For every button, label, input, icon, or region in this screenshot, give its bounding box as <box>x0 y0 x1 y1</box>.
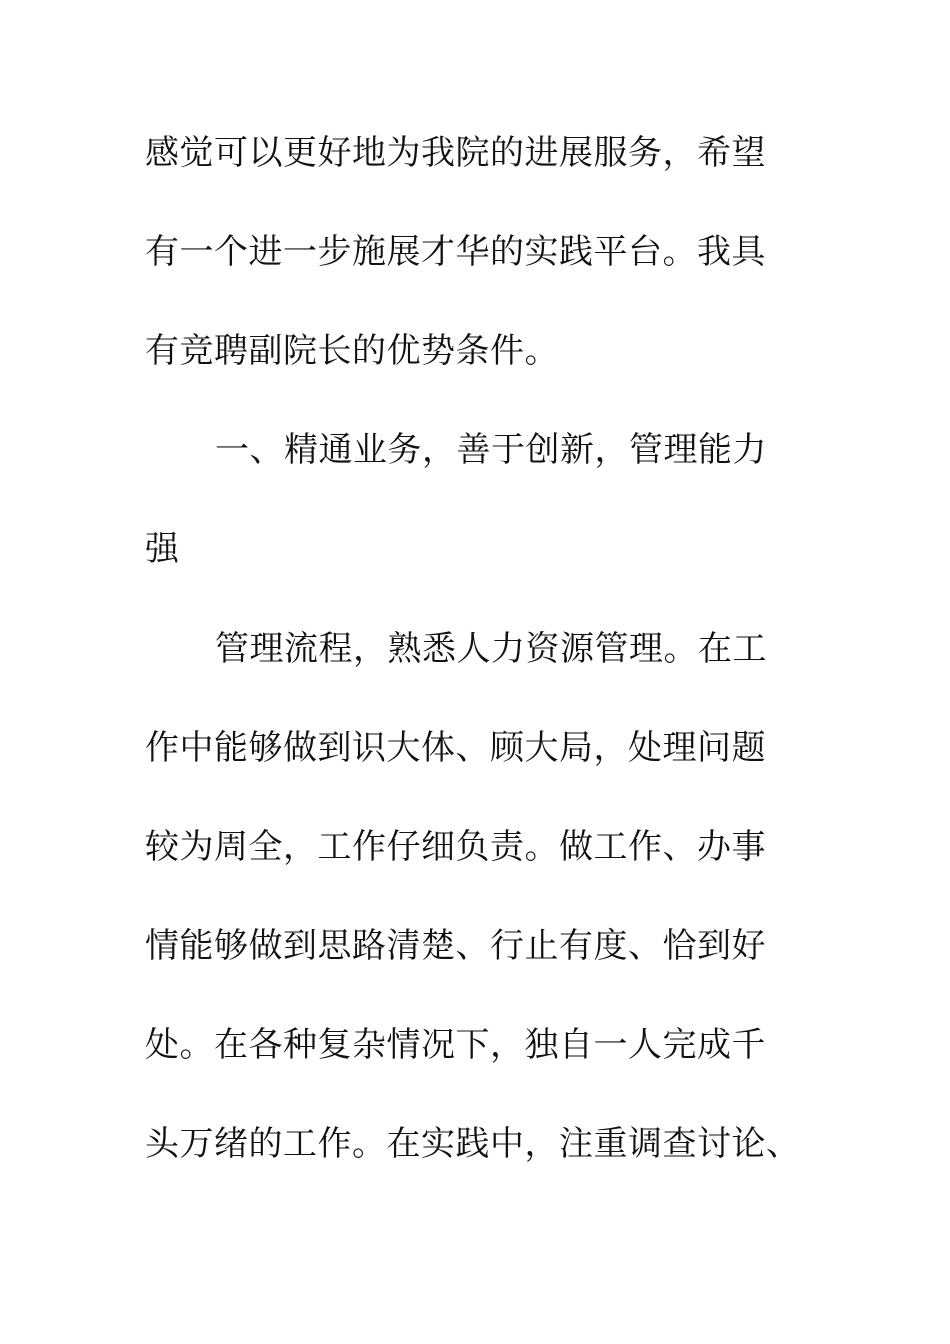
text-line-8: 较为周全，工作仔细负责。做工作、办事 <box>145 827 766 867</box>
text-line-11: 头万绪的工作。在实践中，注重调查讨论、 <box>145 1124 801 1164</box>
text-line-2: 有一个进一步施展才华的实践平台。我具 <box>145 232 766 272</box>
section-heading-continued: 强 <box>145 529 180 569</box>
text-line-1: 感觉可以更好地为我院的进展服务，希望 <box>145 133 766 173</box>
section-heading: 一、精通业务，善于创新，管理能力 <box>215 430 767 470</box>
text-line-7: 作中能够做到识大体、顾大局，处理问题 <box>145 728 766 768</box>
text-line-6: 管理流程，熟悉人力资源管理。在工 <box>215 629 767 669</box>
text-line-9: 情能够做到思路清楚、行止有度、恰到好 <box>145 926 766 966</box>
text-line-3: 有竞聘副院长的优势条件。 <box>145 331 559 371</box>
text-line-10: 处。在各种复杂情况下，独自一人完成千 <box>145 1025 766 1065</box>
